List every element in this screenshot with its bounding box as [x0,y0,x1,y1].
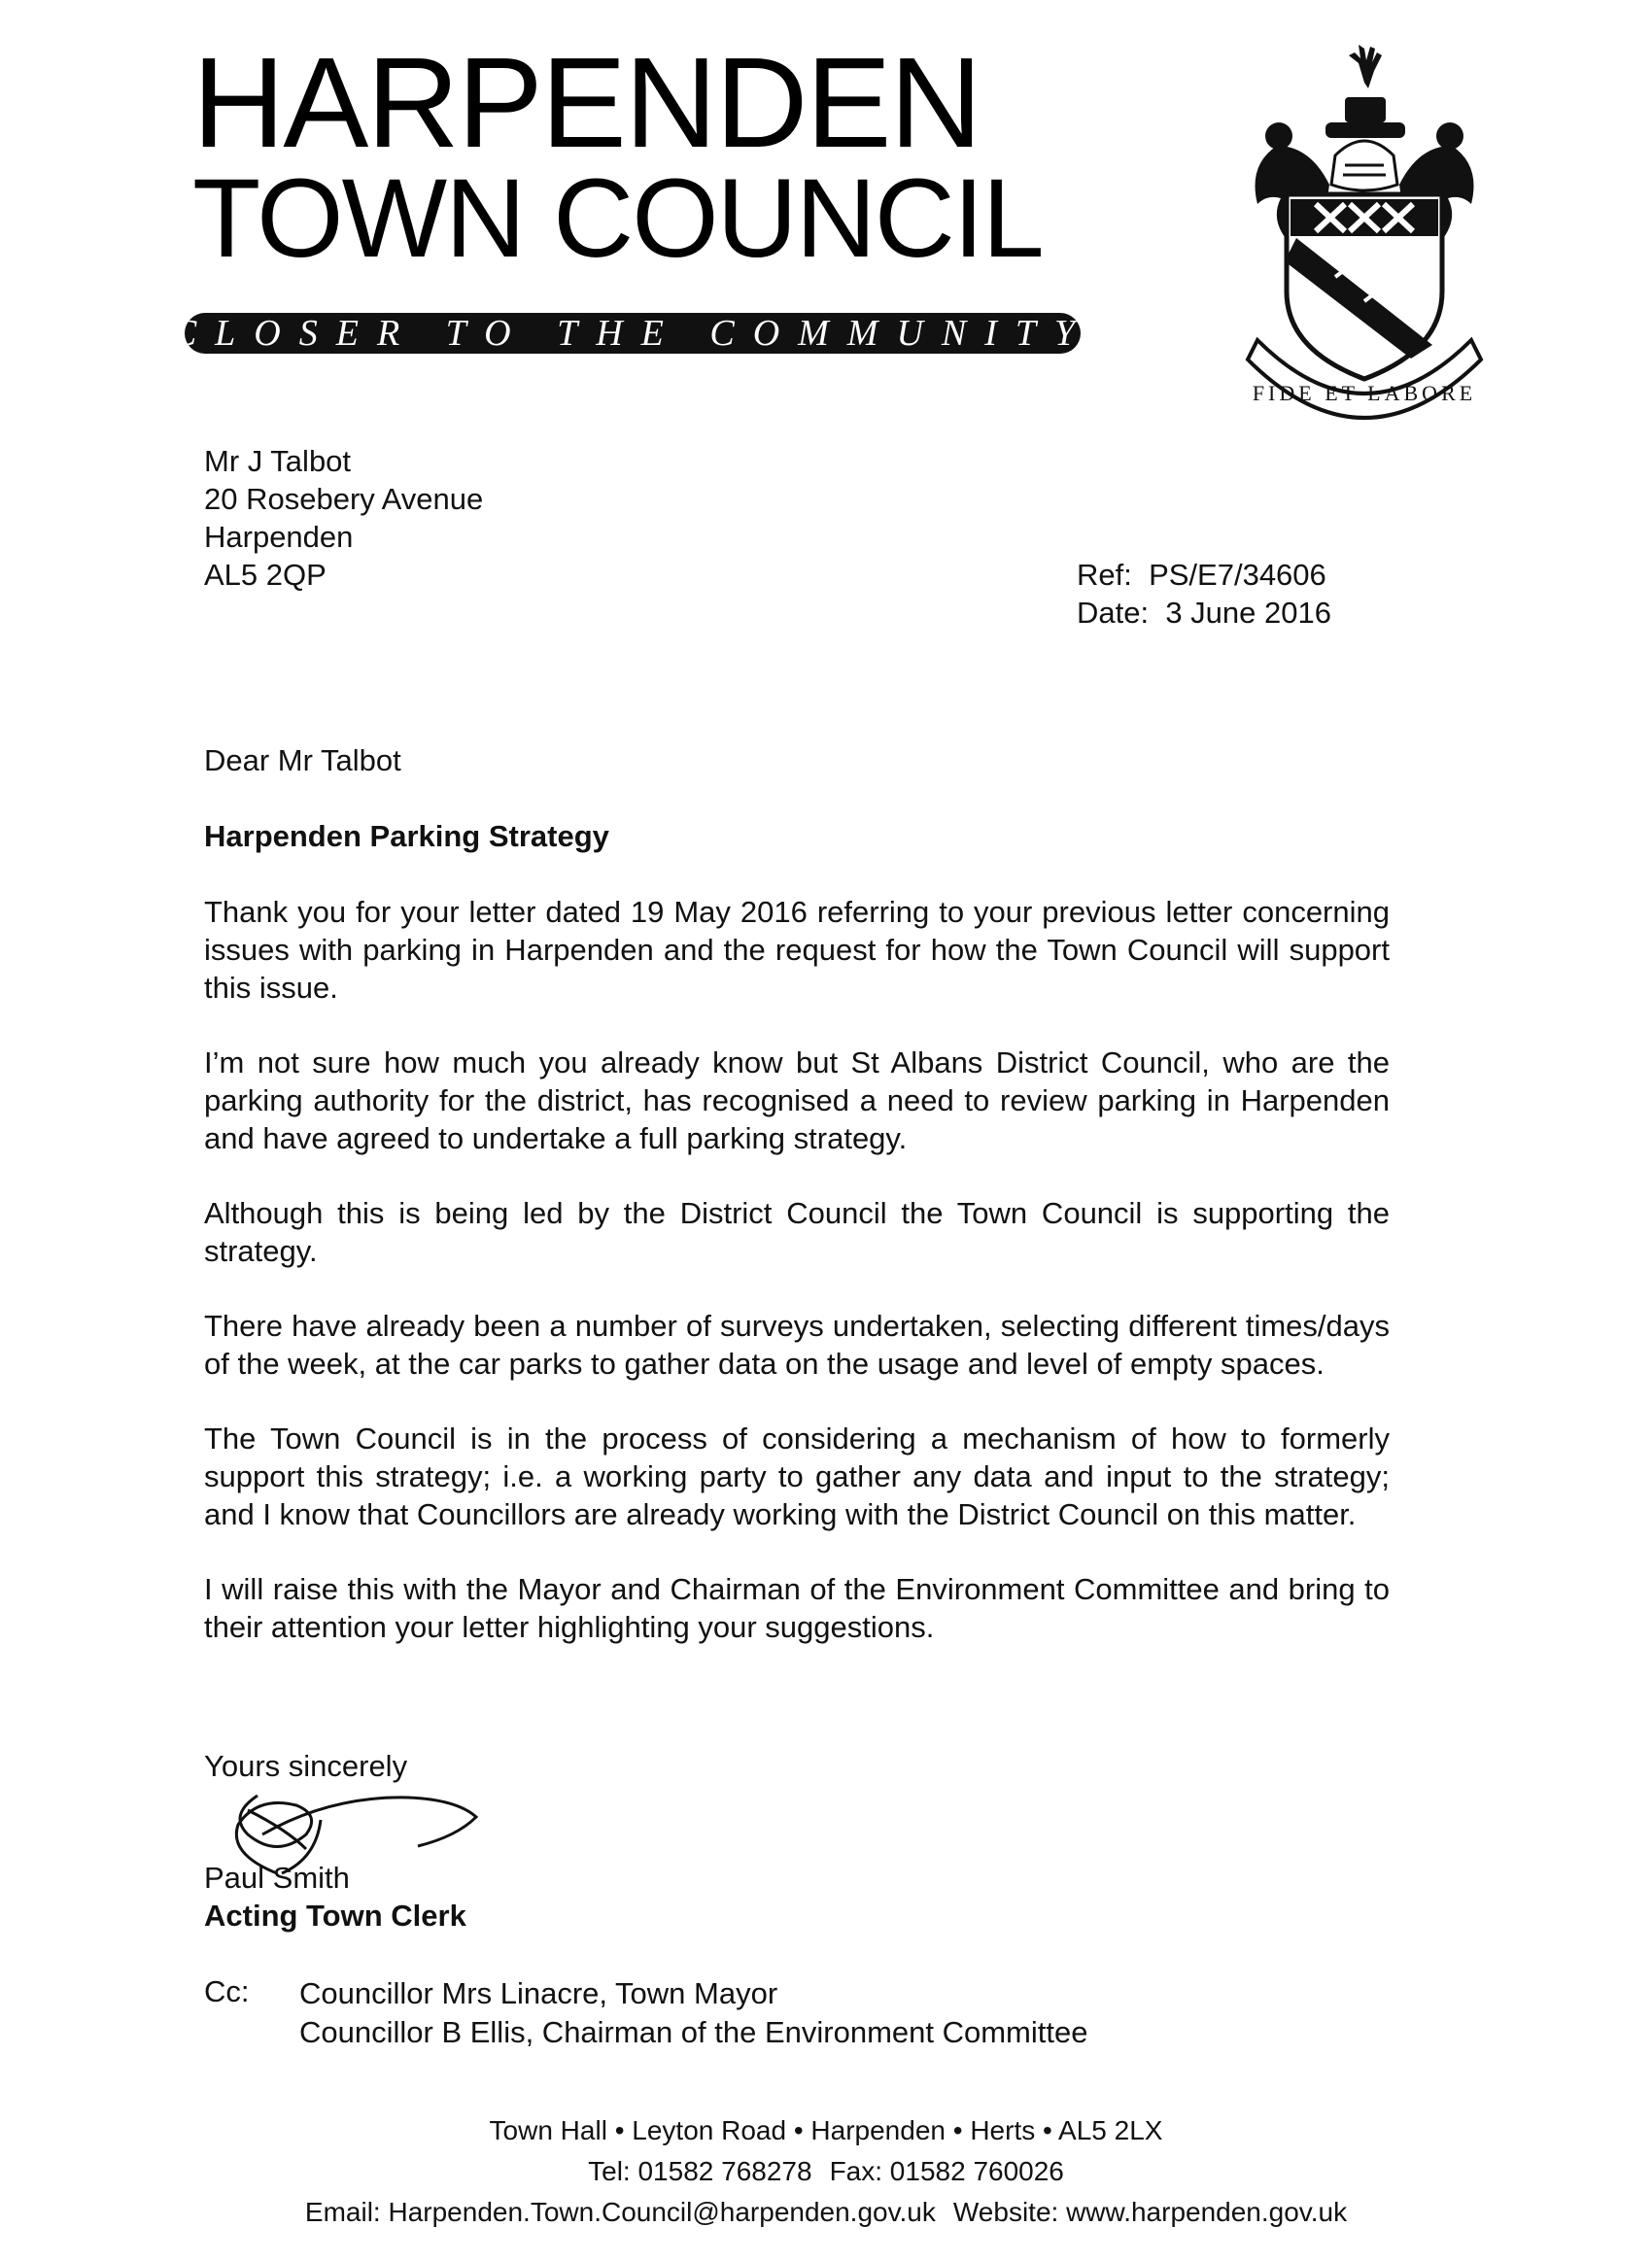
footer-email: Email: Harpenden.Town.Council@harpenden.gov.uk [304,2197,936,2227]
letter-body [204,893,1390,1683]
body-paragraph: Thank you for your letter dated 19 May 2016 referring to your previous letter concerning issues with parking in Harpenden and the request for how the Town Council will support this issue. [204,895,1390,1005]
council-name-line2: TOWN COUNCIL [192,156,1043,281]
cc-label: Cc: [204,1974,250,2008]
cc-list [299,1974,1087,2052]
recipient-line: AL5 2QP [204,558,327,592]
footer-contact-row [0,2192,1652,2233]
footer-phone-row [0,2151,1652,2192]
letterhead-footer [0,2110,1652,2233]
signatory [204,1859,466,1935]
signatory-title: Acting Town Clerk [204,1899,466,1933]
signatory-name: Paul Smith [204,1861,350,1895]
salutation: Dear Mr Talbot [204,743,401,777]
recipient-address [204,442,483,594]
footer-tel: Tel: 01582 768278 [588,2156,812,2186]
body-paragraph: I will raise this with the Mayor and Chairman of the Environment Committee and bring to their attention your letter highlighting your suggestions. [204,1572,1390,1644]
letter-date: Date: 3 June 2016 [1077,596,1331,630]
recipient-line: Mr J Talbot [204,444,352,478]
footer-address: Town Hall • Leyton Road • Harpenden • Herts • AL5 2LX [489,2115,1163,2145]
cc-recipient: Councillor B Ellis, Chairman of the Environment Committee [299,2015,1088,2049]
crest-motto: FIDE ET LABORE [1252,381,1477,405]
council-name-line1: HARPENDEN [192,31,981,174]
reference-number: Ref: PS/E7/34606 [1077,558,1326,592]
body-paragraph: The Town Council is in the process of considering a mechanism of how to formerly support this strategy; i.e. a working party to gather any data and input to the strategy; and I know that Councillors are already working with the District Council on this matter. [204,1422,1390,1531]
council-name [192,31,1043,281]
coat-of-arms-icon [1219,29,1510,428]
footer-website: Website: www.harpenden.gov.uk [952,2197,1348,2227]
footer-fax: Fax: 01582 760026 [829,2156,1064,2186]
body-paragraph: I’m not sure how much you already know but St Albans District Council, who are the parking authority for the district, has recognised a need to review parking in Harpenden and have agreed to undertake a full parking strategy. [204,1045,1390,1155]
closing-line: Yours sincerely [204,1749,408,1783]
cc-recipient: Councillor Mrs Linacre, Town Mayor [299,1976,778,2010]
recipient-line: Harpenden [204,520,354,554]
body-paragraph: Although this is being led by the District Council the Town Council is supporting the strategy. [204,1196,1390,1268]
tagline-banner: CLOSER TO THE COMMUNITY [171,313,1094,354]
body-paragraph: There have already been a number of surveys undertaken, selecting different times/days of the week, at the car parks to gather data on the usage and level of empty spaces. [204,1309,1390,1381]
recipient-line: 20 Rosebery Avenue [204,482,484,516]
subject-heading: Harpenden Parking Strategy [204,819,609,853]
reference-block [1077,556,1331,632]
